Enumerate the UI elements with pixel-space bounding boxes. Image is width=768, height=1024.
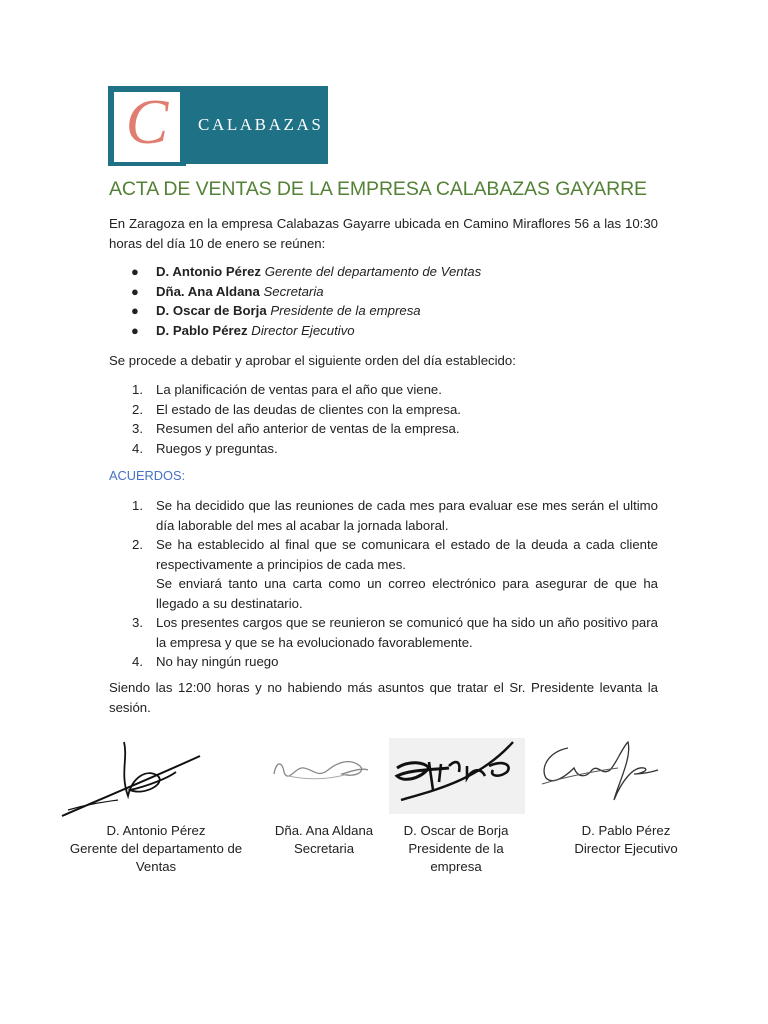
signer-role: Director Ejecutivo <box>574 841 678 856</box>
list-item <box>109 262 658 282</box>
signer-name: Dña. Ana Aldana <box>274 823 374 838</box>
signature-image <box>268 744 370 792</box>
signature-icon <box>58 738 206 820</box>
signature-icon <box>538 738 660 808</box>
list-item <box>109 301 658 321</box>
company-logo <box>108 86 328 166</box>
acuerdo-text: Se ha establecido al final que se comunicara el estado de la deuda a cada cliente respectivamente a principios de cada mes. <box>156 537 658 572</box>
acuerdos-list <box>109 496 658 672</box>
logo-wordmark: CALABAZAS <box>198 115 324 134</box>
signer-role: Gerente del departamento de Ventas <box>69 841 243 874</box>
list-item: 1. Se ha decidido que las reuniones de cada mes para evaluar ese mes serán el ultimo día laborable del mes al acabar la jornada laboral. <box>132 498 658 533</box>
logo-emblem <box>108 86 186 166</box>
attendee-list <box>109 262 658 340</box>
attendee-role: Director Ejecutivo <box>251 322 355 338</box>
acuerdo-text: Los presentes cargos que se reunieron se comunicó que ha sido un año positivo para la empresa y que se ha evolucionado favorablemente. <box>156 615 658 650</box>
agenda-item: El estado de las deudas de clientes con la empresa. <box>156 401 461 417</box>
acuerdos-heading: ACUERDOS: <box>109 468 186 483</box>
signature-caption <box>544 822 708 858</box>
signer-name: D. Antonio Pérez <box>106 823 206 838</box>
logo-letter: C <box>125 86 169 157</box>
document-title: ACTA DE VENTAS DE LA EMPRESA CALABAZAS GAYARRE <box>109 178 647 200</box>
signature-caption <box>392 822 520 876</box>
signature-image <box>58 738 206 820</box>
signature-icon <box>268 744 370 792</box>
bullet-icon: ● <box>131 322 139 338</box>
acuerdo-text: Se ha decidido que las reuniones de cada mes para evaluar ese mes serán el ultimo día laborable del mes al acabar la jornada laboral. <box>156 498 658 533</box>
list-item: 4. Ruegos y preguntas. <box>132 440 278 456</box>
attendee-role: Presidente de la empresa <box>270 303 421 318</box>
list-item: 3. Resumen del año anterior de ventas de la empresa. <box>132 421 460 436</box>
acuerdo-text: No hay ningún ruego <box>156 654 279 669</box>
signer-name: D. Pablo Pérez <box>581 823 671 838</box>
list-item <box>109 321 658 341</box>
signer-role: Secretaria <box>293 841 355 856</box>
list-item: 2. Se ha establecido al final que se comunicara el estado de la deuda a cada cliente respectivamente a principios de cada mes. Se enviará tanto una carta como un correo electrónico para asegurar de que ha llegado a su destinatario. <box>132 537 658 611</box>
attendee-role: Secretaria <box>263 283 324 299</box>
bullet-icon: ● <box>131 264 139 279</box>
agenda-item: Resumen del año anterior de ventas de la empresa. <box>156 421 460 436</box>
list-item <box>109 282 658 302</box>
signature-caption <box>262 822 386 858</box>
attendee-name: Dña. Ana Aldana <box>156 283 260 299</box>
list-item: 3. Los presentes cargos que se reunieron se comunicó que ha sido un año positivo para la empresa y que se ha evolucionado favorablemente. <box>132 615 658 650</box>
list-item: 2. El estado de las deudas de clientes con la empresa. <box>132 401 461 417</box>
list-item: 4. No hay ningún ruego <box>132 654 279 669</box>
attendee-name: D. Pablo Pérez <box>156 322 248 338</box>
attendee-name: D. Oscar de Borja <box>156 303 267 318</box>
attendee-name: D. Antonio Pérez <box>156 264 262 279</box>
signer-name: D. Oscar de Borja <box>403 823 509 838</box>
agenda-intro: Se procede a debatir y aprobar el siguiente orden del día establecido: <box>109 353 516 368</box>
bullet-icon: ● <box>131 283 139 299</box>
acuerdo-text: Se enviará tanto una carta como un correo electrónico para asegurar de que ha llegado a su destinatario. <box>156 576 658 611</box>
signer-role: Presidente de la empresa <box>408 841 504 874</box>
list-item: 1. La planificación de ventas para el año que viene. <box>132 382 442 397</box>
signature-image <box>389 738 525 814</box>
agenda-list <box>109 380 658 458</box>
signature-caption <box>52 822 260 876</box>
signature-icon <box>389 738 525 814</box>
agenda-item: La planificación de ventas para el año que viene. <box>156 382 442 397</box>
attendee-role: Gerente del departamento de Ventas <box>264 264 482 279</box>
bullet-icon: ● <box>131 303 139 318</box>
closing-paragraph: Siendo las 12:00 horas y no habiendo más asuntos que tratar el Sr. Presidente levanta la sesión. <box>109 680 658 715</box>
intro-paragraph: En Zaragoza en la empresa Calabazas Gayarre ubicada en Camino Miraflores 56 a las 10:30 horas del día 10 de enero se reúnen: <box>109 216 658 251</box>
agenda-item: Ruegos y preguntas. <box>156 440 278 456</box>
signature-image <box>538 738 660 808</box>
